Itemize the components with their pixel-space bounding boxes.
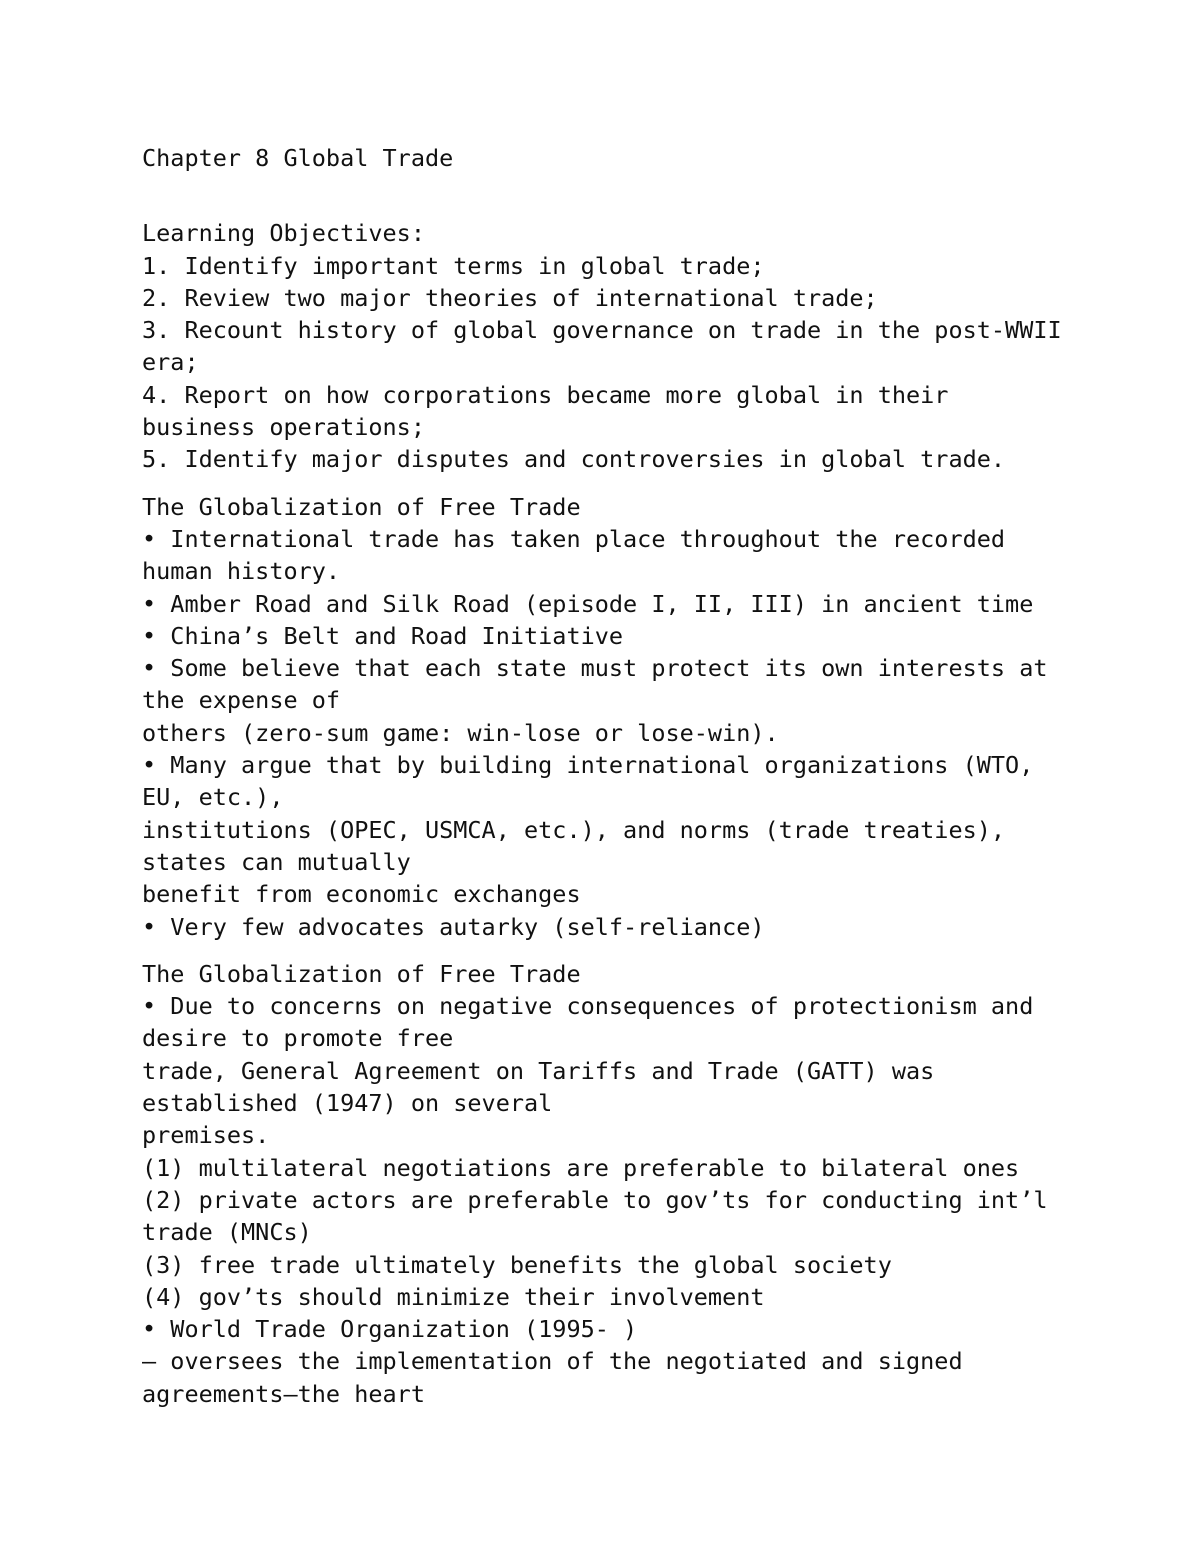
objectives-heading: Learning Objectives:: [142, 219, 425, 248]
body-line: desire to promote free: [142, 1024, 454, 1053]
objective-line: 5. Identify major disputes and controversies in global trade.: [142, 445, 1006, 474]
body-line: established (1947) on several: [142, 1089, 553, 1118]
body-line: human history.: [142, 557, 341, 586]
section-heading: The Globalization of Free Trade: [142, 959, 581, 988]
objective-line: 1. Identify important terms in global trade;: [142, 251, 765, 280]
body-line: institutions (OPEC, USMCA, etc.), and norms (trade treaties),: [142, 815, 1006, 844]
body-line: others (zero-sum game: win-lose or lose-win).: [142, 718, 779, 747]
body-line: (1) multilateral negotiations are preferable to bilateral ones: [142, 1153, 1020, 1182]
spacer: [142, 943, 1082, 958]
spacer: [142, 174, 1082, 217]
body-line: • International trade has taken place throughout the recorded: [142, 524, 1006, 553]
body-line: trade, General Agreement on Tariffs and Trade (GATT) was: [142, 1056, 935, 1085]
body-line: premises.: [142, 1121, 270, 1150]
document-body: [142, 142, 1082, 1410]
objective-line: business operations;: [142, 413, 425, 442]
page-title: Chapter 8 Global Trade: [142, 144, 454, 172]
body-line: states can mutually: [142, 847, 411, 876]
body-line: agreements–the heart: [142, 1379, 425, 1408]
objective-line: era;: [142, 348, 199, 377]
body-line: (3) free trade ultimately benefits the global society: [142, 1250, 892, 1279]
objective-line: 3. Recount history of global governance on trade in the post-WWII: [142, 316, 1062, 345]
body-line: – oversees the implementation of the negotiated and signed: [142, 1347, 963, 1376]
objective-line: 2. Review two major theories of international trade;: [142, 283, 878, 312]
section-heading: The Globalization of Free Trade: [142, 492, 581, 521]
body-line: • Very few advocates autarky (self-reliance): [142, 912, 765, 941]
body-line: • Some believe that each state must protect its own interests at: [142, 654, 1048, 683]
spacer: [142, 476, 1082, 491]
objective-line: 4. Report on how corporations became more global in their: [142, 380, 949, 409]
body-line: • Amber Road and Silk Road (episode I, II, III) in ancient time: [142, 589, 1034, 618]
body-line: • World Trade Organization (1995- ): [142, 1315, 638, 1344]
body-line: • Due to concerns on negative consequences of protectionism and: [142, 992, 1034, 1021]
body-line: (2) private actors are preferable to gov’ts for conducting int’l: [142, 1185, 1048, 1214]
body-line: the expense of: [142, 686, 341, 715]
body-line: (4) gov’ts should minimize their involvement: [142, 1282, 765, 1311]
body-line: benefit from economic exchanges: [142, 880, 581, 909]
body-line: EU, etc.),: [142, 783, 284, 812]
body-line: • Many argue that by building international organizations (WTO,: [142, 751, 1034, 780]
body-line: • China’s Belt and Road Initiative: [142, 621, 624, 650]
body-line: trade (MNCs): [142, 1218, 312, 1247]
